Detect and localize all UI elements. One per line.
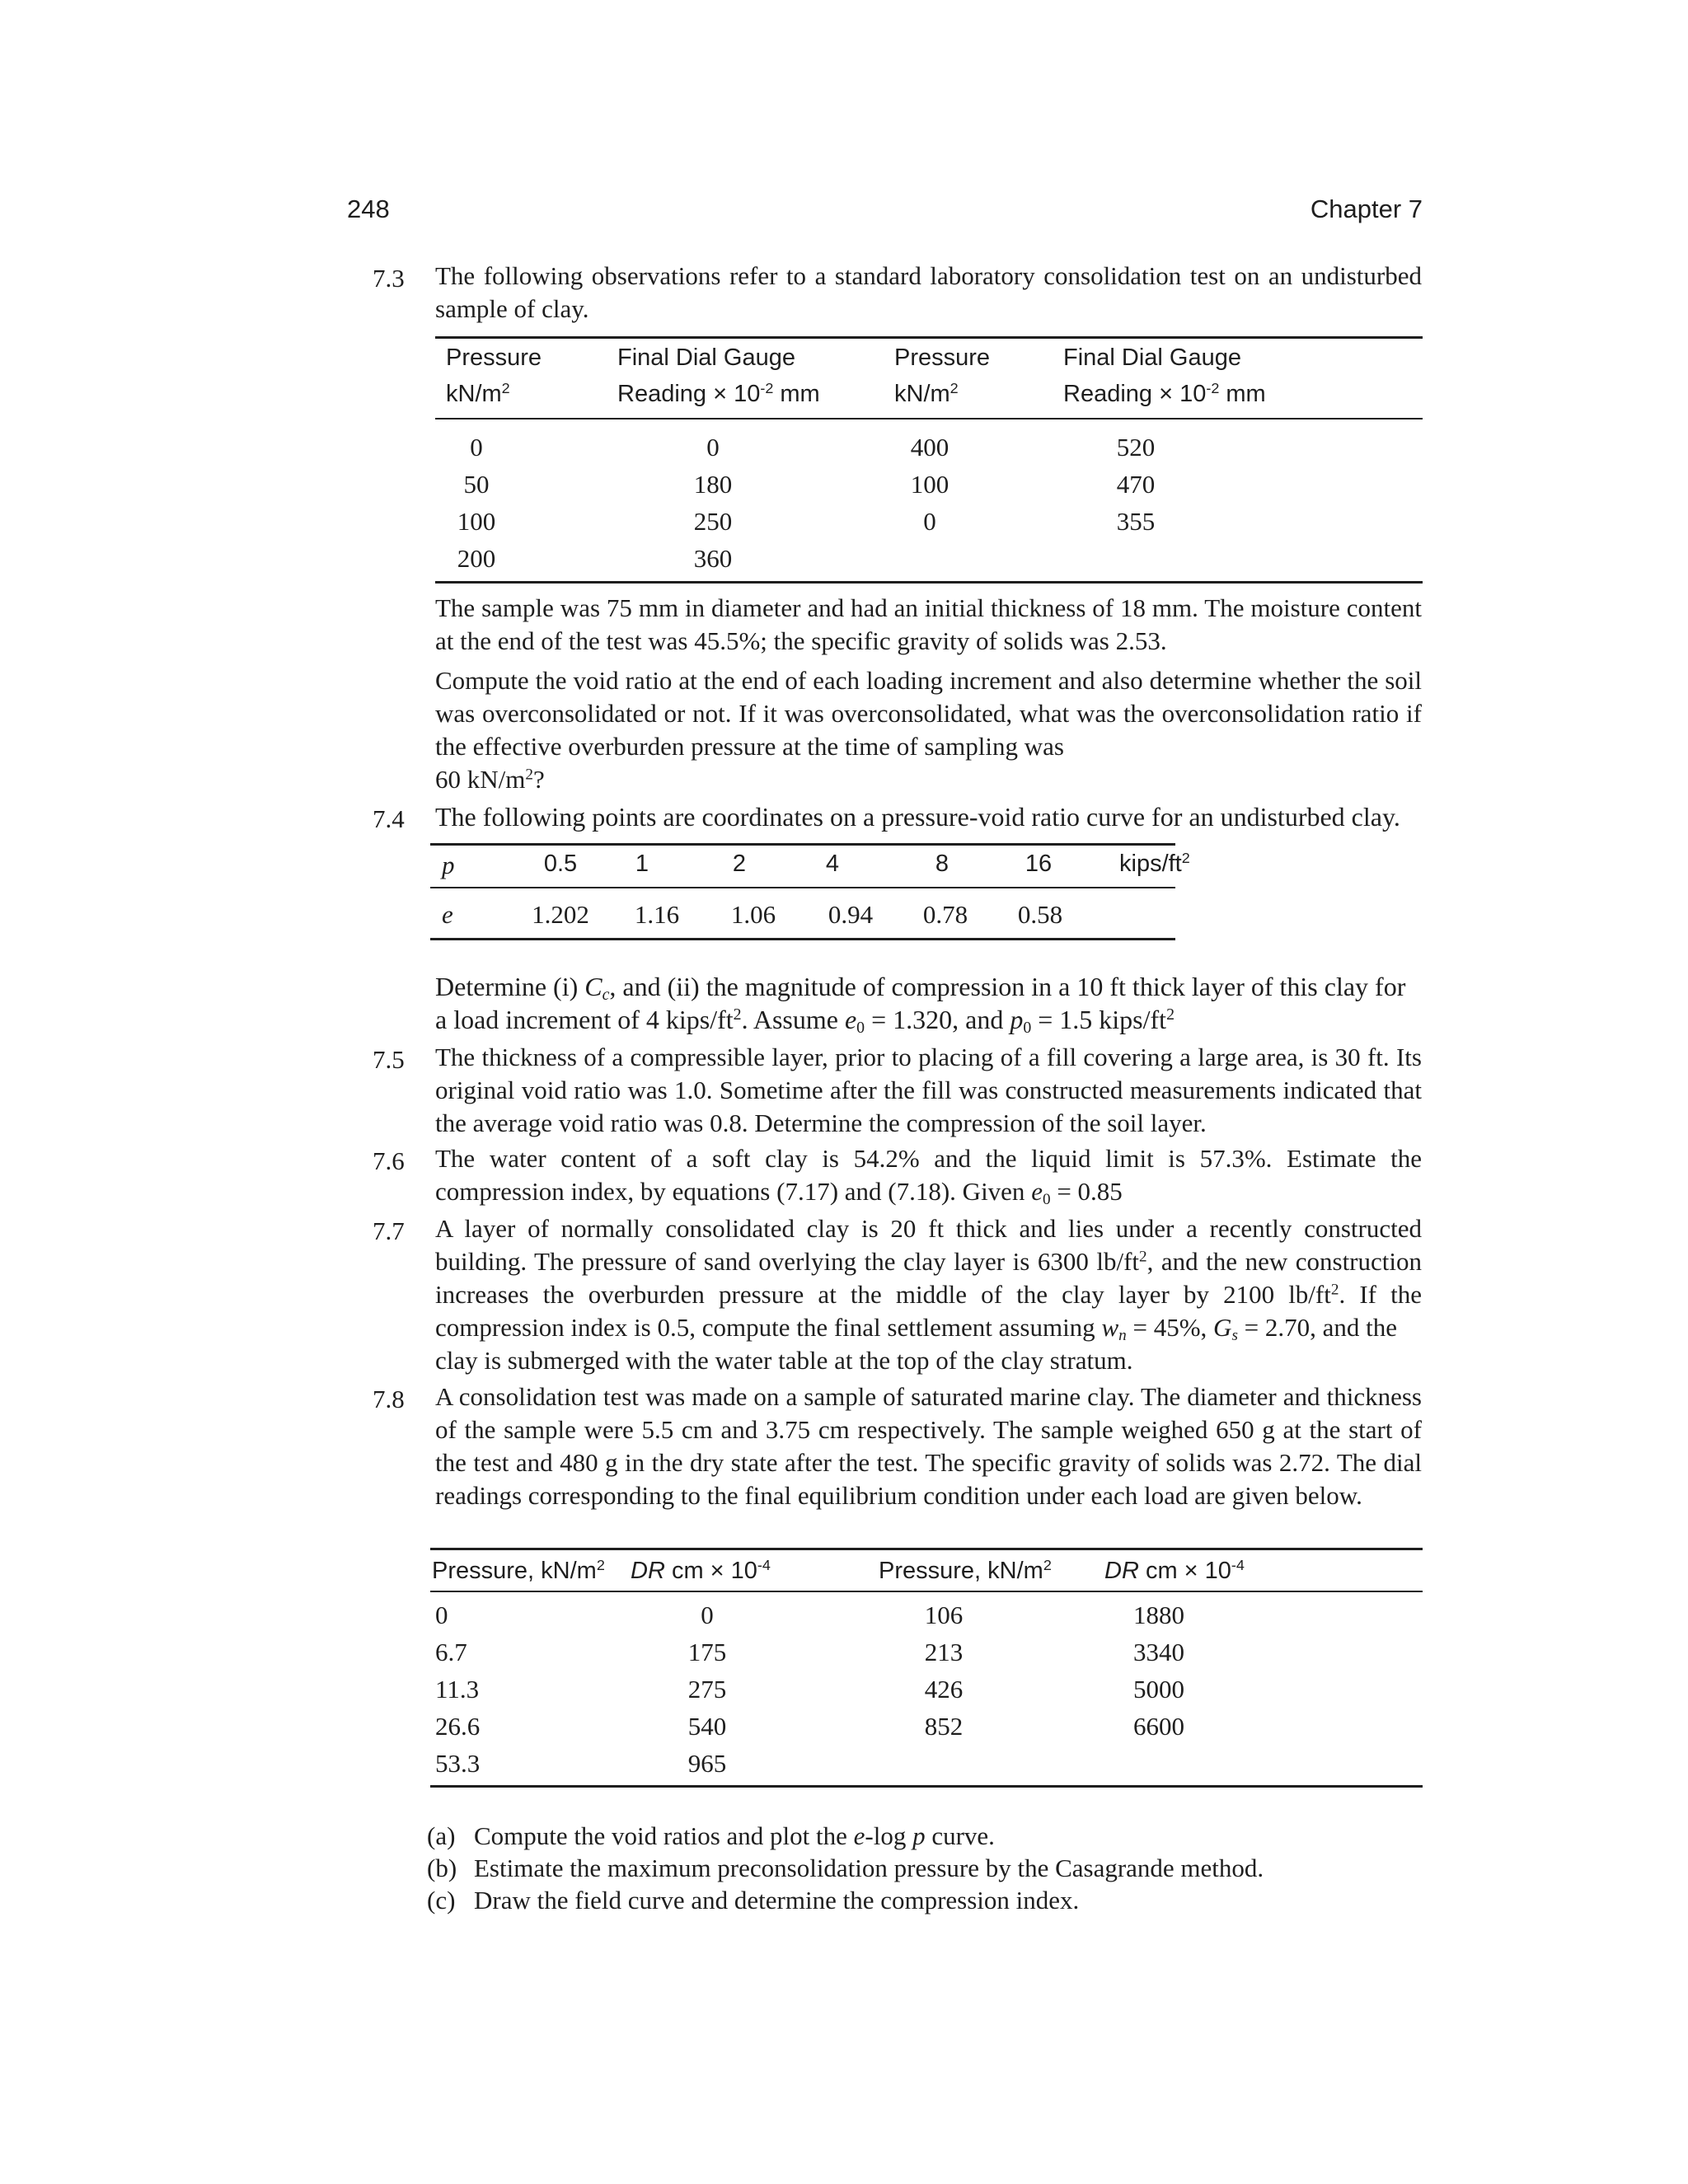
table-7-4-bottom-rule <box>430 938 1175 940</box>
problem-7-7-line1: A layer of normally consolidated clay is 20 ft thick and lies under a recently constructed <box>435 1214 1422 1243</box>
t73-cell: 100 <box>457 507 496 536</box>
question-b-label: (b) <box>427 1854 457 1882</box>
problem-7-7-line2: building. The pressure of sand overlying the clay layer is 6300 $lb/ft^2$, and the new construction <box>435 1247 1422 1276</box>
problem-7-4-question-2: a load increment of 4 kips/$ft^2$. Assume $e_0 = 1.320$, and $p_0 = 1.5$ kips/$ft^2$ <box>435 1005 1175 1037</box>
t74-e-label: e <box>442 900 453 929</box>
problem-7-4-question-1: Determine (i) $C_c$, and (ii) the magnitude of compression in a 10 ft thick layer of this clay for <box>435 972 1406 1004</box>
t78-cell: 26.6 <box>435 1712 481 1741</box>
t73-cell: 360 <box>693 544 733 573</box>
table-7-8-top-rule <box>430 1548 1423 1550</box>
problem-7-3-intro: The following observations refer to a standard laboratory consolidation test on an undisturbed sample of clay. <box>435 261 1422 323</box>
table-7-8-bottom-rule <box>430 1785 1423 1788</box>
question-a-label: (a) <box>427 1821 456 1850</box>
t73-h-dial-2: Final Dial Gauge <box>1063 344 1241 371</box>
t73-cell: 0 <box>923 507 936 536</box>
table-7-4-top-rule <box>430 843 1175 846</box>
t73-h-pressure-1: Pressure <box>446 344 542 371</box>
t74-e-value: 0.94 <box>828 900 874 929</box>
problem-number-7-4: 7.4 <box>373 804 405 833</box>
problem-7-8-text: A consolidation test was made on a sample of saturated marine clay. The diameter and thickness of the sample were 5.5 cm and 3.75 cm respectively. The sample weighed 650 g at the start of the test and 480 g in the dry state after the test. The specific gravity of solids was 2.72. The dial readings corresponding to the final equilibrium condition under each load are given below. <box>435 1382 1422 1510</box>
t73-cell: 250 <box>693 507 733 536</box>
t74-e-value: 0.58 <box>1017 900 1063 929</box>
t78-cell: 5000 <box>1133 1675 1184 1704</box>
t74-p-value: 1 <box>635 851 649 877</box>
t73-cell: 100 <box>910 470 950 499</box>
problem-number-7-8: 7.8 <box>373 1385 405 1413</box>
question-c-text: Draw the field curve and determine the compression index. <box>474 1886 1080 1915</box>
problem-7-6-line1: The water content of a soft clay is 54.2% and the liquid limit is 57.3%. Estimate the <box>435 1144 1422 1173</box>
t78-cell: 852 <box>924 1712 964 1741</box>
t73-cell: 520 <box>1116 433 1156 462</box>
t73-h-dial-1: Final Dial Gauge <box>617 344 795 371</box>
t73-cell: 50 <box>463 470 490 499</box>
page-number: 248 <box>347 194 390 223</box>
t78-cell: 6.7 <box>435 1638 467 1666</box>
t78-cell: 6600 <box>1133 1712 1184 1741</box>
t74-e-value: 0.78 <box>922 900 968 929</box>
t78-cell: 106 <box>924 1601 964 1629</box>
t73-cell: 470 <box>1116 470 1156 499</box>
t78-cell: 0 <box>701 1601 714 1629</box>
t78-cell: 11.3 <box>435 1675 480 1704</box>
chapter-title: Chapter 7 <box>1310 194 1423 223</box>
problem-number-7-6: 7.6 <box>373 1146 405 1175</box>
problem-number-7-5: 7.5 <box>373 1045 405 1074</box>
table-7-8-header-rule <box>430 1591 1423 1592</box>
problem-7-6-line2: compression index, by equations (7.17) and (7.18). Given $e_0 = 0.85$ <box>435 1177 1123 1208</box>
t73-cell: 355 <box>1116 507 1156 536</box>
t78-h-dr-2: DR cm × $10^{-4}$ <box>1104 1557 1245 1584</box>
t73-cell: 0 <box>706 433 720 462</box>
t78-cell: 53.3 <box>435 1749 481 1778</box>
problem-number-7-7: 7.7 <box>373 1216 405 1245</box>
t74-e-value: 1.06 <box>730 900 776 929</box>
question-c-label: (c) <box>427 1886 456 1915</box>
problem-7-3-para2: Compute the void ratio at the end of each loading increment and also determine whether the soil was overconsolidated or not. If it was overconsolidated, what was the overconsolidation ratio if the effective overburden pressure at the time of sampling was <box>435 666 1422 761</box>
t78-h-pressure-1: Pressure, $kN/m^2$ <box>432 1557 605 1584</box>
t73-h-unit-1: $kN/m^2$ <box>446 380 510 407</box>
t74-p-value: 0.5 <box>543 851 578 877</box>
problem-7-3-para1: The sample was 75 mm in diameter and had an initial thickness of 18 mm. The moisture content at the end of the test was 45.5%; the specific gravity of solids was 2.53. <box>435 593 1422 655</box>
t73-h-reading-2: Reading × $10^{-2}$ mm <box>1063 380 1266 407</box>
t74-p-value: 16 <box>1025 851 1053 877</box>
t78-cell: 0 <box>435 1601 448 1629</box>
problem-7-3-para2-end: 60 $kN/m^2$? <box>435 765 545 794</box>
t73-h-pressure-2: Pressure <box>894 344 991 371</box>
table-7-4-mid-rule <box>430 887 1175 888</box>
t74-e-value: 1.16 <box>634 900 680 929</box>
problem-7-4-intro: The following points are coordinates on a pressure-void ratio curve for an undisturbed clay. <box>435 802 1400 832</box>
t74-p-value: 2 <box>732 851 747 877</box>
t78-h-pressure-2: Pressure, $kN/m^2$ <box>879 1557 1052 1584</box>
t74-p-value: 8 <box>935 851 950 877</box>
table-7-3-header-rule <box>435 418 1423 419</box>
t73-cell: 400 <box>910 433 950 462</box>
question-a-text: Compute the void ratios and plot the e-log p curve. <box>474 1821 995 1850</box>
t78-cell: 3340 <box>1133 1638 1184 1666</box>
t73-cell: 0 <box>470 433 483 462</box>
t74-e-value: 1.202 <box>532 900 589 929</box>
t78-cell: 175 <box>687 1638 727 1666</box>
t78-cell: 275 <box>687 1675 727 1704</box>
t73-h-reading-1: Reading × $10^{-2}$ mm <box>617 380 820 407</box>
t78-cell: 213 <box>924 1638 964 1666</box>
t73-cell: 200 <box>457 544 496 573</box>
t74-p-unit: kips/$ft^2$ <box>1119 850 1190 877</box>
t78-cell: 426 <box>924 1675 964 1704</box>
t78-cell: 1880 <box>1133 1601 1184 1629</box>
problem-7-7-line5: clay is submerged with the water table at the top of the clay stratum. <box>435 1346 1133 1375</box>
question-b-text: Estimate the maximum preconsolidation pressure by the Casagrande method. <box>474 1854 1264 1882</box>
t74-p-value: 4 <box>825 851 840 877</box>
t73-h-unit-2: $kN/m^2$ <box>894 380 959 407</box>
problem-number-7-3: 7.3 <box>373 264 405 293</box>
t78-h-dr-1: DR cm × $10^{-4}$ <box>631 1557 771 1584</box>
table-7-3-bottom-rule <box>435 581 1423 583</box>
t74-p-label: p <box>442 851 455 879</box>
t78-cell: 965 <box>687 1749 727 1778</box>
t73-cell: 180 <box>693 470 733 499</box>
problem-7-7-line3: increases the overburden pressure at the middle of the clay layer by 2100 $lb/ft^2$. If the <box>435 1280 1422 1309</box>
problem-7-5-text: The thickness of a compressible layer, prior to placing of a fill covering a large area, is 30 ft. Its original void ratio was 1.0. Sometime after the fill was constructed measurements indicated that the average void ratio was 0.8. Determine the compression of the soil layer. <box>435 1043 1422 1137</box>
t78-cell: 540 <box>687 1712 727 1741</box>
table-7-3-top-rule <box>435 336 1423 339</box>
problem-7-7-line4: compression index is 0.5, compute the final settlement assuming $w_n = 45\%$, $G_s = 2.70$, and the <box>435 1313 1398 1344</box>
